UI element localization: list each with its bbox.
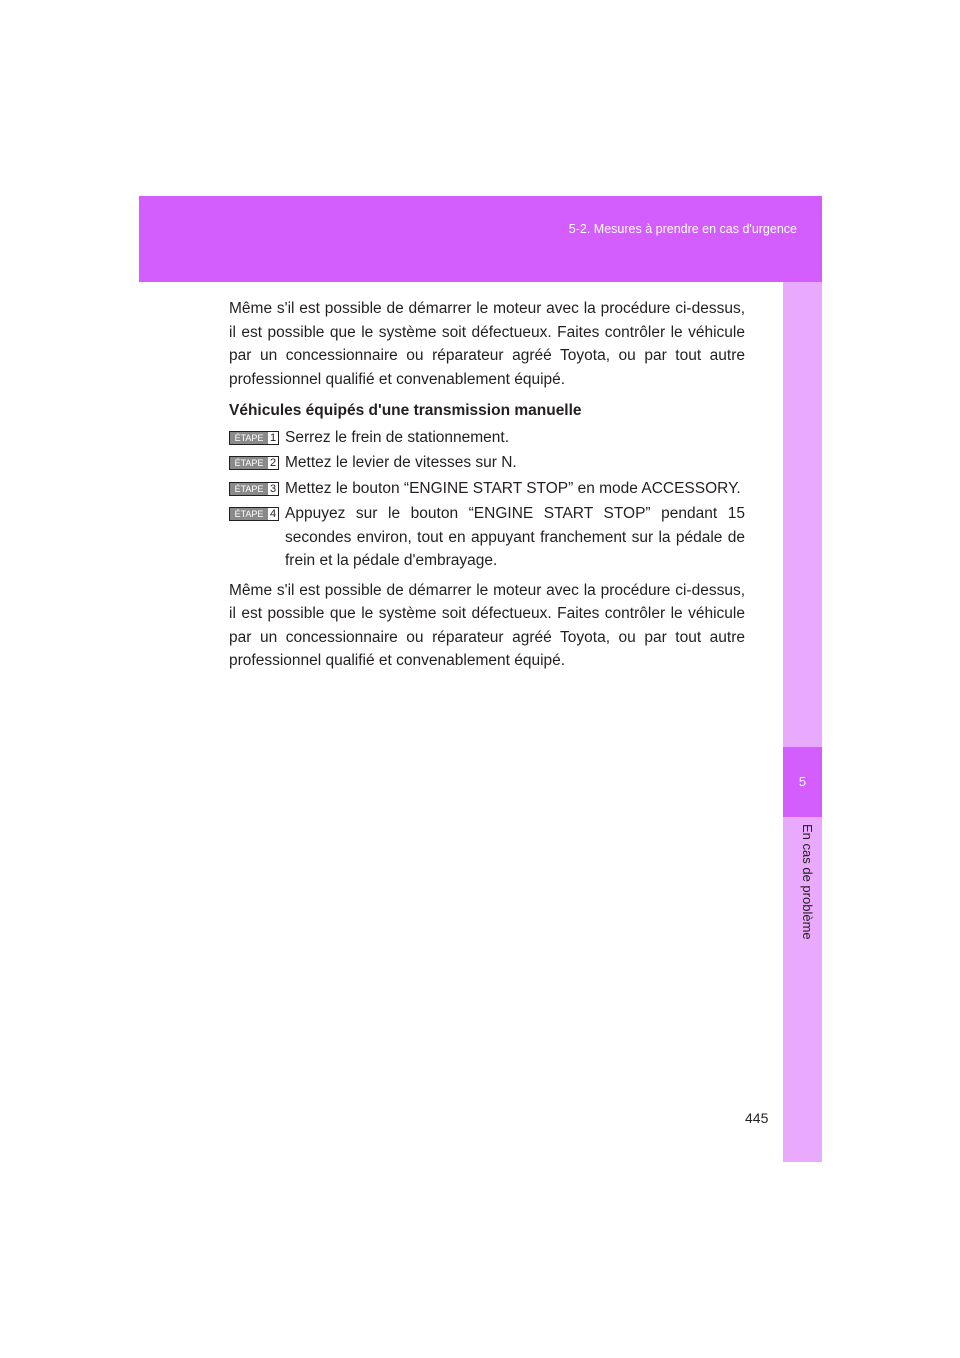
step-text: Mettez le bouton “ENGINE START STOP” en mode ACCESSORY. xyxy=(285,479,741,497)
step-badge xyxy=(229,456,279,470)
step-badge-label: ÉTAPE xyxy=(230,508,268,520)
step-4 xyxy=(229,502,745,573)
step-2 xyxy=(229,451,745,475)
chapter-title: En cas de problème xyxy=(800,824,815,940)
step-text: Serrez le frein de stationnement. xyxy=(285,428,510,446)
page-number: 445 xyxy=(745,1110,769,1126)
step-badge-label: ÉTAPE xyxy=(230,457,268,469)
step-badge xyxy=(229,431,279,445)
section-header-band xyxy=(139,196,822,282)
step-badge xyxy=(229,482,279,496)
step-badge xyxy=(229,507,279,521)
step-badge-label: ÉTAPE xyxy=(230,483,268,495)
warning-paragraph: Même s'il est possible de démarrer le moteur avec la procédure ci-dessus, il est possible que le système soit défectueux. Faites contrôler le véhicule par un concessionnaire ou réparateur agréé Toyota, ou par tout autre professionnel qualifié et convenablement équipé. xyxy=(229,300,745,388)
warning-paragraph-repeat: Même s'il est possible de démarrer le moteur avec la procédure ci-dessus, il est possible que le système soit défectueux. Faites contrôler le véhicule par un concessionnaire ou réparateur agréé Toyota, ou par tout autre professionnel qualifié et convenablement équipé. xyxy=(229,581,745,669)
step-text: Appuyez sur le bouton “ENGINE START STOP” pendant 15 secondes environ, tout en appuyant franchement sur la pédale de frein et la pédale d'embrayage. xyxy=(285,505,745,569)
chapter-number: 5 xyxy=(798,774,807,789)
step-badge-number: 3 xyxy=(269,482,277,495)
chapter-side-tab xyxy=(783,282,822,1162)
step-badge-number: 1 xyxy=(269,431,277,444)
step-badge-number: 4 xyxy=(269,508,277,520)
chapter-number-tab xyxy=(783,747,822,817)
page-content xyxy=(229,297,745,681)
step-badge-number: 2 xyxy=(269,457,277,469)
step-text: Mettez le levier de vitesses sur N. xyxy=(285,454,517,471)
section-title: 5-2. Mesures à prendre en cas d'urgence xyxy=(568,222,797,236)
step-1 xyxy=(229,426,745,450)
section-subtitle: Véhicules équipés d'une transmission manuelle xyxy=(229,402,582,419)
step-badge-label: ÉTAPE xyxy=(230,432,268,444)
step-3 xyxy=(229,477,745,501)
